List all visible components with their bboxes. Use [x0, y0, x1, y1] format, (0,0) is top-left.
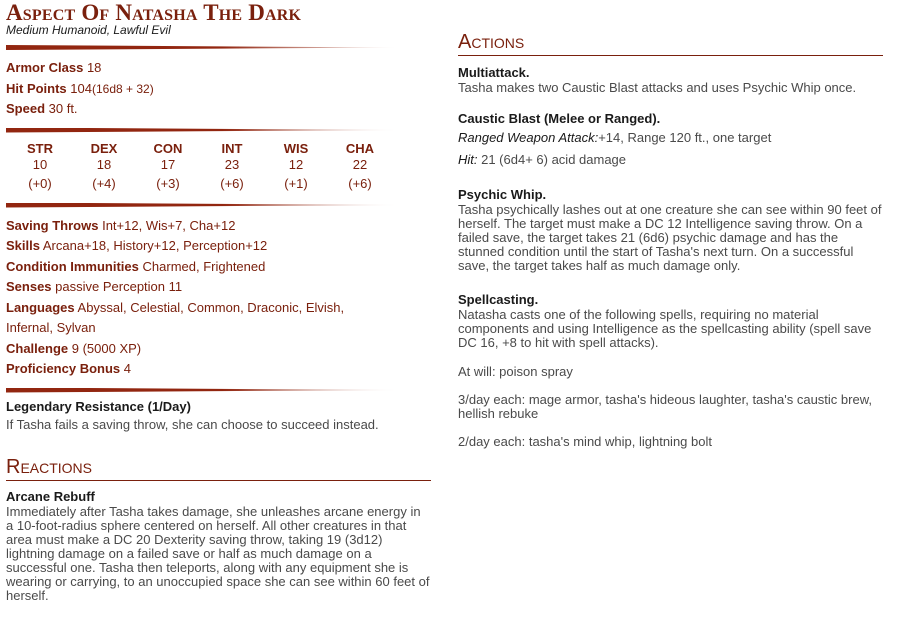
- action-spellcasting: [458, 292, 883, 449]
- ability-score: 10: [32, 156, 48, 172]
- ability-con: [136, 141, 200, 195]
- ability-score: 12: [288, 156, 304, 172]
- senses-row: [6, 277, 431, 298]
- section-divider: [6, 128, 399, 133]
- languages-row: [6, 298, 431, 319]
- stat-block-left-column: [6, 0, 431, 603]
- hit-points-value: 104: [70, 80, 92, 96]
- skills-row: [6, 236, 431, 257]
- section-divider: [6, 388, 399, 393]
- action-multiattack: [458, 65, 883, 95]
- hit-details: 21 (6d4+ 6) acid damage: [477, 152, 627, 167]
- ability-dex: [72, 141, 136, 195]
- saving-throws-label: Saving Throws: [6, 217, 99, 233]
- ability-score: 17: [160, 156, 176, 172]
- ability-score: 23: [224, 156, 240, 172]
- challenge-row: [6, 339, 431, 360]
- action-name: Multiattack.: [458, 65, 530, 80]
- action-caustic-blast: [458, 111, 883, 171]
- caustic-hit-line: [458, 149, 883, 171]
- ability-name: CHA: [345, 140, 375, 156]
- monster-meta: Medium Humanoid, Lawful Evil: [6, 23, 171, 37]
- core-stats: [6, 58, 431, 120]
- spell-list-2-per-day: 2/day each: tasha's mind whip, lightning bolt: [458, 434, 712, 449]
- reactions-heading: Reactions: [6, 455, 431, 481]
- monster-name: Aspect Of Natasha The Dark: [6, 0, 302, 25]
- hit-points-dice: (16d8 + 32): [92, 81, 154, 96]
- senses-value: passive Perception 11: [55, 279, 183, 294]
- stat-block-right-column: [458, 0, 883, 449]
- actions-heading: Actions: [458, 30, 883, 56]
- ability-modifier: (+4): [92, 175, 116, 191]
- ability-scores: [8, 141, 392, 195]
- skills-label: Skills: [6, 238, 40, 253]
- caustic-attack-line: [458, 127, 883, 149]
- ability-str: [8, 141, 72, 195]
- action-text: Tasha psychically lashes out at one creature she can see within 90 feet of herself. The target must make a DC 12 Intelligence saving throw. On a failed save, the target takes 21 (6d6) psychic damage and has the stunned condition until the start of Tasha's next turn. On a successful save, the target takes half as much damage only.: [458, 202, 882, 273]
- armor-class-label: Armor Class: [6, 60, 84, 75]
- ability-wis: [264, 141, 328, 195]
- section-divider: [6, 45, 399, 50]
- action-psychic-whip: [458, 187, 883, 273]
- languages-label: Languages: [6, 299, 75, 315]
- ability-modifier: (+6): [220, 175, 244, 191]
- trait-text: If Tasha fails a saving throw, she can choose to succeed instead.: [6, 416, 379, 432]
- proficiency-label: Proficiency Bonus: [6, 361, 121, 376]
- languages-value: Abyssal, Celestial, Common, Draconic, Elvish,: [77, 299, 345, 315]
- hit-label: Hit:: [458, 152, 478, 167]
- condition-immunities-label: Condition Immunities: [6, 258, 139, 274]
- trait-name: Legendary Resistance (1/Day): [6, 398, 191, 414]
- ability-cha: [328, 141, 392, 195]
- languages-row-continued: [6, 318, 431, 339]
- challenge-label: Challenge: [6, 340, 69, 356]
- condition-immunities-row: [6, 257, 431, 278]
- ability-name: CON: [153, 140, 183, 156]
- spell-list-at-will: At will: poison spray: [458, 364, 573, 379]
- ability-name: DEX: [90, 140, 118, 156]
- spell-list-3-per-day: 3/day each: mage armor, tasha's hideous laughter, tasha's caustic brew, hellish rebuke: [458, 392, 872, 421]
- ability-modifier: (+3): [156, 175, 180, 191]
- saving-throws-row: [6, 216, 431, 237]
- saving-throws-value: Int+12, Wis+7, Cha+12: [102, 217, 236, 233]
- ability-modifier: (+0): [28, 175, 52, 191]
- action-name: Caustic Blast (Melee or Ranged).: [458, 111, 661, 126]
- speed-row: [6, 99, 431, 120]
- ability-modifier: (+1): [284, 175, 308, 191]
- section-divider: [6, 203, 399, 208]
- reaction-name: Arcane Rebuff: [6, 488, 95, 504]
- hit-points-row: [6, 79, 431, 100]
- armor-class-value: 18: [86, 60, 102, 75]
- ability-name: STR: [27, 140, 53, 156]
- languages-value-continued: Infernal, Sylvan: [6, 320, 96, 335]
- ability-name: INT: [221, 140, 243, 156]
- action-text: Natasha casts one of the following spells, requiring no material components and using Intelligence as the spellcasting ability (spell save DC 16, +8 to hit with spell attacks).: [458, 307, 872, 350]
- attack-type-label: Ranged Weapon Attack:: [458, 130, 599, 145]
- ability-int: [200, 141, 264, 195]
- armor-class-row: [6, 58, 431, 79]
- speed-label: Speed: [6, 101, 46, 116]
- hit-points-label: Hit Points: [6, 80, 67, 96]
- skills-value: Arcana+18, History+12, Perception+12: [42, 238, 268, 253]
- action-name: Psychic Whip.: [458, 187, 547, 202]
- ability-score: 22: [352, 156, 368, 172]
- reaction-text: Immediately after Tasha takes damage, she unleashes arcane energy in a 10-foot-radius sphere centered on herself. All other creatures in that area must make a DC 20 Dexterity saving throw, taking 19 (3d12) lightning damage on a failed save or half as much damage on a successful one. Tasha then teleports, along with any equipment she is wearing or carrying, to an unoccupied space she can see within 60 feet of herself.: [6, 503, 430, 603]
- action-name: Spellcasting.: [458, 292, 539, 307]
- ability-name: WIS: [283, 140, 309, 156]
- detail-stats: [6, 216, 431, 380]
- reaction-arcane-rebuff: [6, 489, 431, 603]
- challenge-value: 9 (5000 XP): [71, 340, 142, 356]
- proficiency-value: 4: [123, 361, 131, 376]
- proficiency-row: [6, 359, 431, 380]
- trait-legendary-resistance: [6, 399, 431, 434]
- condition-immunities-value: Charmed, Frightened: [142, 258, 266, 274]
- speed-value: 30 ft.: [48, 101, 78, 116]
- senses-label: Senses: [6, 279, 52, 294]
- ability-score: 18: [96, 156, 112, 172]
- attack-details: +14, Range 120 ft., one target: [598, 130, 772, 145]
- action-text: Tasha makes two Caustic Blast attacks and uses Psychic Whip once.: [458, 80, 857, 95]
- ability-modifier: (+6): [348, 175, 372, 191]
